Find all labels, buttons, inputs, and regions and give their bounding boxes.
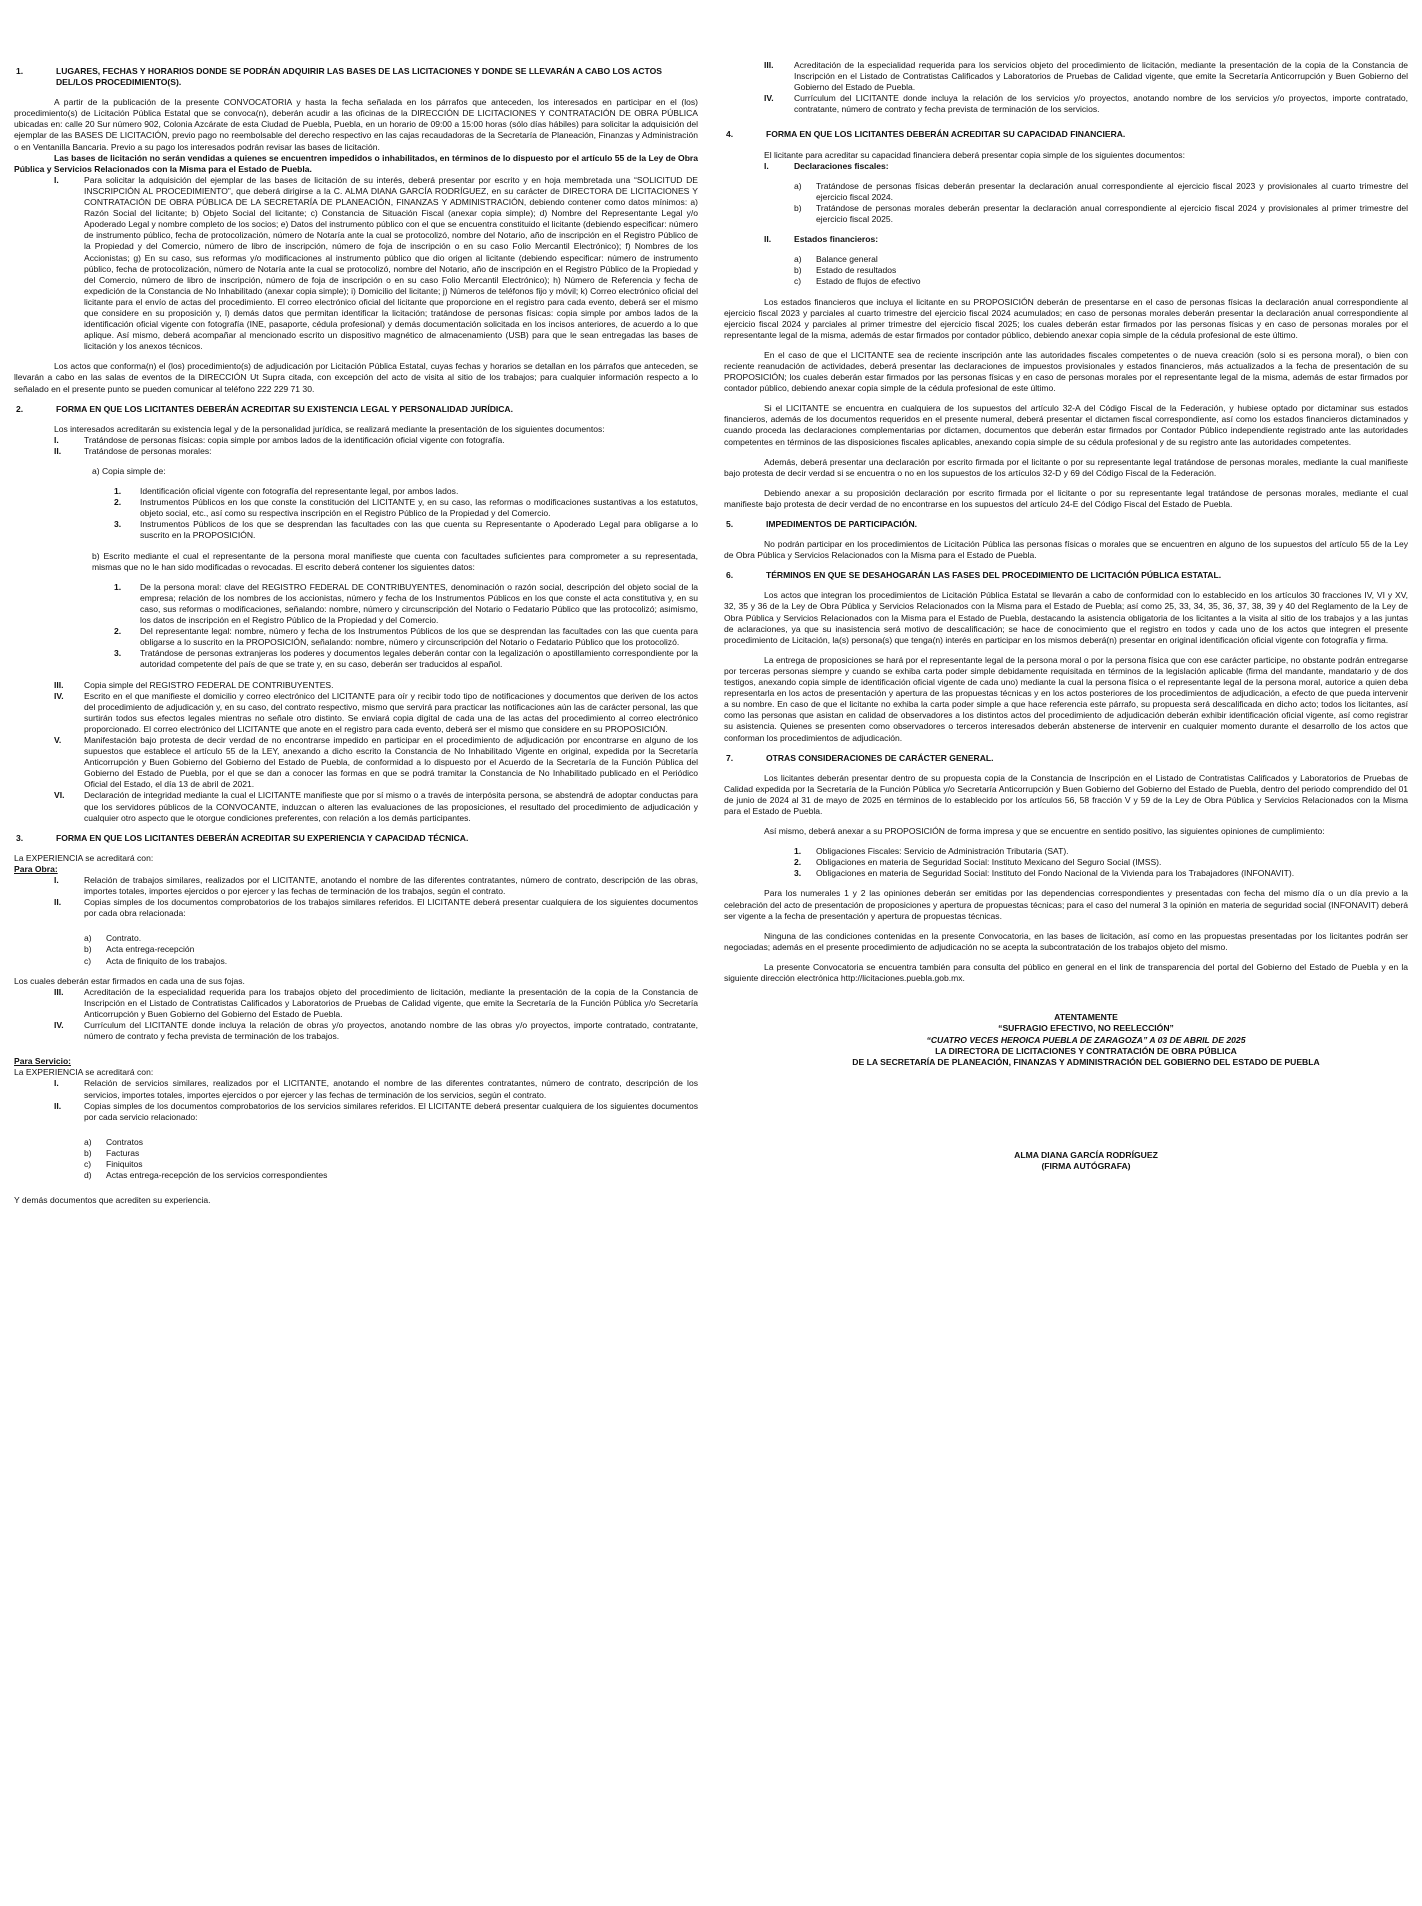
paragraph: Ninguna de las condiciones contenidas en la presente Convocatoria, en las bases de licitación, así como en las propuestas presentadas por los licitantes podrán ser negociadas; además en el presente procedimiento de adjudicación no se acepta la subcontratación de los trabajos objeto del mismo. (724, 930, 1408, 952)
paragraph: La EXPERIENCIA se acreditará con: (14, 852, 154, 863)
section-1-heading (14, 66, 698, 88)
list-item (84, 944, 698, 955)
item-text: Estado de flujos de efectivo (816, 276, 921, 287)
paragraph: La presente Convocatoria se encuentra también para consulta del público en general en el link de transparencia del portal del Gobierno del Estado de Puebla y en la siguiente dirección electrónica http://licitaciones.puebla.gob.mx. (724, 961, 1408, 983)
item-letter: a) (794, 254, 802, 265)
item-number: IV. (54, 690, 64, 701)
item-text: Estado de resultados (816, 265, 897, 276)
item-text: Relación de servicios similares, realizados por el LICITANTE, anotando el nombre de las diferentes contratantes, número de contrato, descripción de los servicios, importes totales, importes ejercidos o por ejercer y las fechas de terminación de los servicios, según el contrato. (84, 1078, 698, 1100)
item-text: Finiquitos (106, 1158, 143, 1169)
list-item (114, 519, 698, 541)
item-text: Escrito en el que manifieste el domicilio y correo electrónico del LICITANTE para oír y recibir todo tipo de notificaciones y documentos que deriven de los actos del procedimiento de adjudicación y, en su caso, del contrato respectivo, mismo que servirá para practicar las notificaciones aún las de carácter personal, las que surtirán todos sus efectos legales mientras no señale otro distinto. Se enviará copia digital de cada una de las actas del procedimiento al correo electrónico proporcionado. El correo electrónico del LICITANTE que anote en el registro para cada evento, deberá ser el mismo que considere en su PROPOSICIÓN. (84, 690, 698, 734)
item-number: 1. (114, 581, 122, 592)
list-item (114, 486, 698, 497)
section-title: FORMA EN QUE LOS LICITANTES DEBERÁN ACREDITAR SU CAPACIDAD FINANCIERA. (766, 129, 1126, 140)
item-text: Para solicitar la adquisición del ejemplar de las bases de licitación de su interés, deberá presentar por escrito y en hoja membretada una “SOLICITUD DE INSCRIPCIÓN AL PROCEDIMIENTO”, que deberá dirigirse a la C. ALMA DIANA GARCÍA RODRÍGUEZ, en su carácter de DIRECTORA DE LICITACIONES Y CONTRATACIÓN DE OBRA PÚBLICA DE LA SECRETARÍA DE PLANEACIÓN, FINANZAS Y ADMINISTRACIÓN, debiendo contener como datos mínimos: a) Razón Social del licitante; b) Objeto Social del licitante; c) Constancia de Situación Fiscal (anexar copia simple); d) Nombre del Representante Legal y/o Apoderado Legal y nombre completo de los socios; e) Datos del instrumento público con el que se encuentra constituido el licitante (debiendo especificar: número de instrumento público, fecha de protocolización, número de Notaría ante la cual se protocolizó, nombre del Notario, año de inscripción en el Registro Público de la Propiedad y del Comercio, número de libro de inscripción, número de foja de inscripción o en su caso Folio Mercantil Electrónico); f) Nombres de los Accionistas; g) En su caso, sus reformas y/o modificaciones al instrumento público que dio origen al licitante (debiendo especificar: número de instrumento público, fecha de protocolización, número de Notaría ante la cual se protocolizó, nombre del Notario, año de inscripción en el Registro Público de la Propiedad y del Comercio, número de libro de inscripción, número de foja de inscripción o en su caso Folio Mercantil Electrónico); h) Número de Referencia y fecha de expedición de la Constancia de No Inhabilitado (anexar copia simple); i) Domicilio del licitante; j) Números de teléfonos fijo y móvil; k) Correo electrónico oficial del licitante para el envío de actas del procedimiento. El correo electrónico oficial del licitante que proporcione en el registro para cada evento, deberá ser el mismo que considere en su proposición y, l) demás datos que permitan identificar la licitación; tratándose de personas físicas: copia simple por ambos lados de la identificación oficial vigente con fotografía (INE, pasaporte, cédula profesional) y demás documentación solicitada en los incisos anteriores, de acuerdo a lo que aplique. Así mismo, deberá acompañar al mencionado escrito un dispositivo magnético de almacenamiento (USB) para que le sean entregadas las bases de licitación y los anexos técnicos. (84, 174, 698, 352)
item-letter: d) (84, 1170, 92, 1181)
list-item (54, 790, 698, 823)
section-7-heading (724, 753, 1408, 764)
list-item (764, 234, 1408, 245)
paragraph: A partir de la publicación de la presente CONVOCATORIA y hasta la fecha señalada en los párrafos que anteceden, los interesados en participar en el (los) procedimiento(s) de Licitación Pública Estatal que se convoca(n), deberán acudir a las oficinas de la DIRECCIÓN DE LICITACIONES Y CONTRATACIÓN DE OBRA PÚBLICA ubicadas en: calle 20 Sur número 902, Colonia Azcárate de esta Ciudad de Puebla, Puebla, en un horario de 09:00 a 15:00 horas (sólo días hábiles) para solicitar la adquisición del ejemplar de las BASES DE LICITACIÓN, previo pago no reembolsable del derecho respectivo en las cajas recaudadoras de la Secretaría de Planeación, Finanzas y Administración o en Ventanilla Bancaria. Previo a su pago los interesados podrán revisar las bases de licitación. (14, 97, 698, 152)
item-text: Copia simple del REGISTRO FEDERAL DE CONTRIBUYENTES. (84, 679, 334, 690)
item-letter: b) (794, 202, 802, 213)
sub-heading-servicio: Para Servicio: (14, 1056, 72, 1067)
item-letter: b) (84, 1147, 92, 1158)
item-text: Del representante legal: nombre, número y fecha de los Instrumentos Públicos de los que se desprendan las facultades con las que cuenta para obligarse a lo suscrito en la PROPOSICIÓN, señalando: nombre, número y circunscripción del Notario o Fedatario Público que los protocolizó. (140, 626, 698, 648)
paragraph: Y demás documentos que acrediten su experiencia. (14, 1195, 211, 1206)
item-text: Acta entrega-recepción (106, 944, 195, 955)
item-text: Tratándose de personas morales deberán presentar la declaración anual correspondiente al ejercicio fiscal 2024 y provisionales al primer trimestre del ejercicio fiscal 2025. (816, 202, 1408, 225)
paragraph: Debiendo anexar a su proposición declaración por escrito firmada por el licitante o por su representante legal tratándose de personas morales, mediante el cual manifieste bajo protesta de decir verdad de no encontrarse en los supuestos del artículo 24-E del Código Fiscal del Estado de Puebla. (724, 487, 1408, 509)
item-text: Instrumentos Públicos de los que se desprendan las facultades con las que cuenta su Representante o Apoderado Legal para obligarse a lo suscrito en la PROPOSICIÓN. (140, 519, 698, 541)
list-item (84, 933, 698, 944)
item-letter: a) (84, 933, 92, 944)
item-number: I. (54, 875, 59, 885)
item-letter: b) (794, 265, 802, 276)
item-text: Currículum del LICITANTE donde incluya la relación de obras y/o proyectos, anotando nombre de las obras y/o proyectos, importe contratado, contratante, número de contrato y fecha prevista de terminación de los trabajos. (84, 1020, 698, 1042)
signature-line: “CUATRO VECES HEROICA PUEBLA DE ZARAGOZA” A 03 DE ABRIL DE 2025 (926, 1034, 1246, 1045)
signer-name: ALMA DIANA GARCÍA RODRÍGUEZ (1014, 1150, 1158, 1161)
paragraph: Los interesados acreditarán su existencia legal y de la personalidad jurídica, se realizará mediante la presentación de los siguientes documentos: (54, 423, 605, 434)
item-text: Tratándose de personas extranjeras los poderes y documentos legales deberán contar con la legalización o apostillamiento correspondiente por la autoridad competente del país de que se trate y, en su caso, deberán ser traducidos al español. (140, 648, 698, 670)
list-item (54, 1078, 698, 1100)
section-3-heading (14, 833, 698, 844)
section-number: 5. (726, 519, 734, 529)
list-item (84, 956, 698, 967)
signature-line: DE LA SECRETARÍA DE PLANEACIÓN, FINANZAS Y ADMINISTRACIÓN DEL GOBIERNO DEL ESTADO DE PUEBLA (852, 1056, 1320, 1067)
list-item (764, 93, 1408, 115)
list-item (54, 1101, 698, 1123)
list-item (794, 868, 1408, 879)
section-number: 7. (726, 752, 734, 763)
item-number: VI. (54, 790, 65, 801)
item-letter: a) (84, 1136, 92, 1147)
item-number: 2. (794, 857, 802, 868)
item-text: Obligaciones Fiscales: Servicio de Administración Tributaria (SAT). (816, 846, 1069, 857)
item-number: 3. (114, 648, 122, 659)
list-item (54, 446, 698, 457)
item-number: IV. (54, 1020, 64, 1031)
item-text: Actas entrega-recepción de los servicios correspondientes (106, 1170, 328, 1181)
item-letter: a) (794, 180, 802, 191)
list-item (794, 276, 1408, 287)
list-item (114, 648, 698, 670)
item-letter: c) (84, 1158, 92, 1169)
item-number: I. (54, 434, 59, 445)
item-text: Currículum del LICITANTE donde incluya la relación de los servicios y/o proyectos, anotando nombre de los servicios y/o proyectos, importe contratado, contratante, número de contrato y fecha prevista de terminación de los servicios. (794, 93, 1408, 115)
item-text: Obligaciones en materia de Seguridad Social: Instituto del Fondo Nacional de la Vivienda para los Trabajadores (INFONAVIT). (816, 868, 1295, 879)
list-item (794, 254, 1408, 265)
item-text: Identificación oficial vigente con fotografía del representante legal, por ambos lados. (140, 486, 459, 497)
section-6-heading (724, 570, 1408, 581)
item-number: II. (54, 897, 62, 908)
signature-line: “SUFRAGIO EFECTIVO, NO REELECCIÓN” (998, 1023, 1174, 1034)
section-5-heading (724, 519, 1408, 530)
section-4-heading (724, 129, 1408, 140)
item-text: Obligaciones en materia de Seguridad Social: Instituto Mexicano del Seguro Social (IMSS). (816, 857, 1162, 868)
list-item (54, 1020, 698, 1042)
paragraph-bold: Las bases de licitación no serán vendidas a quienes se encuentren impedidos o inhabilitados, en términos de lo dispuesto por el artículo 55 de la Ley de Obra Pública y Servicios Relacionados con la Misma para el Estado de Puebla. (14, 152, 698, 174)
signature-note: (FIRMA AUTÓGRAFA) (1041, 1161, 1131, 1172)
list-item (794, 857, 1408, 868)
section-number: 4. (726, 129, 734, 140)
paragraph: Los actos que conforma(n) el (los) procedimiento(s) de adjudicación por Licitación Pública Estatal, cuyas fechas y horarios se detallan en los párrafos que anteceden, se llevarán a cabo en las salas de eventos de la DIRECCIÓN Ut Supra citada, con excepción del acto de visita al sitio de los trabajos; para cualquier información respecto a lo señalado en el presente punto se pueden comunicar al teléfono 222 229 71 30. (14, 361, 698, 394)
paragraph: Los estados financieros que incluya el licitante en su PROPOSICIÓN deberán de presentarse en el caso de personas físicas la declaración anual correspondiente al ejercicio fiscal 2023 y parciales al cuarto trimestre del ejercicio fiscal 2024 acumulados; en caso de personas morales deberán presentar la declaración anual correspondiente al ejercicio fiscal 2024 y parciales al primer trimestre del ejercicio fiscal 2025; los cuales deberán estar firmados por las personas físicas y en caso de personas morales por el representante legal de la misma, además de estar firmados por contador público, debiendo anexar copia simple de la cédula profesional de este último. (724, 296, 1408, 340)
item-number: I. (54, 174, 59, 185)
section-number: 3. (16, 832, 24, 843)
item-number: 2. (114, 497, 122, 508)
item-number: II. (764, 234, 772, 245)
paragraph: El licitante para acreditar su capacidad financiera deberá presentar copia simple de los siguientes documentos: (764, 149, 1185, 160)
item-number: I. (54, 1078, 59, 1089)
list-item (84, 1137, 698, 1148)
paragraph: Si el LICITANTE se encuentra en cualquiera de los supuestos del artículo 32-A del Código Fiscal de la Federación, y hubiese optado por dictaminar sus estados financieros, además de los documentos requeridos en el presente numeral, deberá presentar el dictamen fiscal correspondiente, así como los estados financieros dictaminados y cuando proceda las declaraciones complementarias por dictamen, documentos que deberán estar firmados por Contador Público independiente registrado ante las autoridades competentes en términos de las disposiciones fiscales aplicables, anexando copia simple de su cédula profesional y de su registro ante las autoridades competentes. (724, 403, 1408, 447)
signature-block (764, 1012, 1408, 1172)
paragraph: No podrán participar en los procedimientos de Licitación Pública las personas físicas o morales que se encuentren en alguno de los supuestos del artículo 55 de la Ley de Obra Pública y Servicios Relacionados con la Misma para el Estado de Puebla. (724, 539, 1408, 561)
item-number: 3. (794, 868, 802, 879)
paragraph: Para los numerales 1 y 2 las opiniones deberán ser emitidas por las dependencias correspondientes y presentadas con fecha del mismo día o un día previo a la celebración del acto de presentación de proposiciones y apertura de propuestas técnicas; para el caso del numeral 3 la opinión en materia de seguridad social (INFONAVIT) deberá ser vigente a la fecha de presentación y apertura de propuestas técnicas. (724, 888, 1408, 921)
paragraph: En el caso de que el LICITANTE sea de reciente inscripción ante las autoridades fiscales competentes o de nueva creación (solo si es persona moral), o bien con reciente reanudación de actividades, deberá presentar las declaraciones de impuestos provisionales y estados financieros, más actualizados a la fecha de presentación de su PROPOSICIÓN; los cuales deberán estar firmados por las personas físicas y en caso de personas morales por el representante legal de la misma, además de estar firmados por contador público, debiendo anexar copia simple de la cédula profesional de este último. (724, 349, 1408, 394)
item-text: Copias simples de los documentos comprobatorios de los trabajos similares referidos. El LICITANTE deberá presentar cualquiera de los siguientes documentos por cada obra relacionada: (84, 897, 698, 919)
item-number: 1. (794, 846, 802, 857)
item-letter: c) (84, 955, 92, 966)
list-item (114, 582, 698, 626)
section-number: 6. (726, 570, 734, 581)
section-title: OTRAS CONSIDERACIONES DE CARÁCTER GENERAL. (766, 752, 994, 763)
paragraph: La entrega de proposiciones se hará por el representante legal de la persona moral o por la persona física que con ese carácter participe, no obstante podrán entregarse por terceras personas siempre y cuando se exhiba carta poder simple debidamente requisitada en términos de la legislación aplicable (firma del mandante, mandatario y de dos testigos, anexando copia simple de identificación oficial vigente de cada uno) mediante la cual la persona física o el representante legal de la persona moral, autorice a quien deba representarla en los actos de presentación y apertura de las propuestas técnicas y en los actos posteriores de los procedimientos de adjudicación, a efecto de que pueda intervenir a su nombre. En caso de que el licitante no exhiba la carta poder simple a que hace referencia este párrafo, su propuesta será descalificada en dicho acto; todos los licitantes, así como las personas que asistan en calidad de observadores a los distintos actos del procedimiento de adjudicación deberán exhibir identificación oficial vigente, así como registrar su asistencia. Quienes se presenten como observadores o terceros interesados deberán abstenerse de intervenir en cualquier momento durante el desarrollo de los actos que conforman los procedimientos de adjudicación. (724, 654, 1408, 743)
item-text: Balance general (816, 254, 878, 265)
list-item (54, 987, 698, 1020)
list-item (54, 735, 698, 790)
list-item (84, 1170, 698, 1181)
item-number: IV. (764, 93, 774, 104)
item-number: V. (54, 734, 62, 745)
signature-line: LA DIRECTORA DE LICITACIONES Y CONTRATACIÓN DE OBRA PÚBLICA (935, 1045, 1237, 1056)
list-item (794, 203, 1408, 225)
item-text: Instrumentos Públicos en los que conste la constitución del LICITANTE y, en su caso, las reformas o modificaciones sustantivas a los estatutos, objeto social, etc., así como su respectiva inscripción en el Registro Público de la Propiedad y del Comercio. (140, 497, 698, 519)
list-item (54, 691, 698, 735)
item-heading: Declaraciones fiscales: (794, 160, 889, 171)
list-item (84, 1148, 698, 1159)
list-item (764, 161, 1408, 172)
list-item (794, 181, 1408, 203)
list-item (794, 265, 1408, 276)
item-text: Acta de finiquito de los trabajos. (106, 955, 228, 966)
item-number: III. (764, 60, 774, 70)
section-2-heading (14, 404, 698, 415)
item-number: 2. (114, 626, 122, 637)
section-title: LUGARES, FECHAS Y HORARIOS DONDE SE PODRÁN ADQUIRIR LAS BASES DE LAS LICITACIONES Y DONDE SE LLEVARÁN A CABO LOS ACTOS DEL/LOS PROCEDIMIENTO(S). (56, 66, 662, 88)
item-text: Acreditación de la especialidad requerida para los servicios objeto del procedimiento de licitación, mediante la presentación de la copia de la Constancia de Inscripción en el Listado de Contratistas Calificados y Laboratorios de Pruebas de Calidad vigente, que emite la Secretaría Anticorrupción y Buen Gobierno del Gobierno del Estado de Puebla. (794, 60, 1408, 93)
list-item (54, 435, 698, 446)
item-letter: b) (84, 944, 92, 955)
item-text: Relación de trabajos similares, realizados por el LICITANTE, anotando el nombre de las diferentes contratantes, número de contrato, descripción de las obras, importes totales, importes ejercidos o por ejercer y las fechas de terminación de los trabajos, según el contrato. (84, 875, 698, 897)
list-item (114, 626, 698, 648)
list-item (54, 680, 698, 691)
item-text: Copias simples de los documentos comprobatorios de los servicios similares referidos. El LICITANTE deberá presentar cualquiera de los siguientes documentos por cada servicio relacionado: (84, 1100, 698, 1122)
section-title: FORMA EN QUE LOS LICITANTES DEBERÁN ACREDITAR SU EXPERIENCIA Y CAPACIDAD TÉCNICA. (56, 832, 469, 843)
item-text: Tratándose de personas físicas deberán presentar la declaración anual correspondiente al ejercicio fiscal 2023 y provisionales al cuarto trimestre del ejercicio fiscal 2024. (816, 180, 1408, 202)
item-number: II. (54, 445, 62, 456)
list-item (764, 60, 1408, 93)
item-text: Declaración de integridad mediante la cual el LICITANTE manifieste que por sí mismo o a través de interpósita persona, se abstendrá de adoptar conductas para que los servidores públicos de la CONVOCANTE, induzcan o alteren las evaluaciones de las proposiciones, el resultado del procedimiento de adjudicación y cualquier otro aspecto que le otorgue condiciones preferentes, con relación a los demás participantes. (84, 790, 698, 823)
list-item (54, 875, 698, 897)
item-heading: Estados financieros: (794, 234, 879, 245)
list-item (84, 1159, 698, 1170)
item-text: Manifestación bajo protesta de decir verdad de no encontrarse impedido en participar en el procedimiento de adjudicación por encontrarse en alguno de los supuestos que establece el artículo 55 de la LEY, anexando a dicho escrito la Constancia de No Inhabilitado Vigente en original, expedida por la Secretaría Anticorrupción y Buen Gobierno del Gobierno del Estado de Puebla, de conformidad a lo dispuesto por el Acuerdo de la Secretaría de la Función Pública del Gobierno del Estado de Puebla, por el que se dan a conocer las formas en que se podrá tramitar la Constancia de No Inhabilitado publicado en el Periódico Oficial del Estado, el día 13 de abril de 2021. (84, 734, 698, 790)
item-number: 3. (114, 519, 122, 530)
item-text: Contratos (106, 1136, 144, 1147)
paragraph: Los actos que integran los procedimientos de Licitación Pública Estatal se llevarán a cabo de conformidad con lo establecido en los artículos 30 fracciones IV, VI y XV, 32, 35 y 36 de la Ley de Obra Pública y Servicios Relacionados con la Misma para el Estado de Puebla; así como 25, 33, 34, 35, 36, 37, 38, 39 y 40 del Reglamento de la Ley de Obra Pública y Servicios Relacionados con la Misma para el Estado de Puebla, destacando la asistencia obligatoria de los licitantes a la visita al sitio de los trabajos y a las juntas de aclaraciones, ya que su inasistencia será motivo de descalificación; se hace de conocimiento que el registro en todos y cada uno de los actos que integren el presente procedimiento de Licitación, la(s) persona(s) que tenga(n) interés en participar en los mismos deberá(n) presentar en original identificación oficial vigente con fotografía y firma. (724, 590, 1408, 645)
paragraph: La EXPERIENCIA se acreditará con: (14, 1067, 154, 1078)
left-column (14, 66, 698, 1906)
item-text: De la persona moral: clave del REGISTRO FEDERAL DE CONTRIBUYENTES, denominación o razón social, descripción del objeto social de la empresa; relación de los nombres de los accionistas, número y fecha de los Instrumentos Públicos en los que conste el acta constitutiva y, en su caso, sus reformas o modificaciones, señalando: nombre, número y circunscripción del Notario o Fedatario Público que las protocolizó; asimismo, los datos de inscripción en el Registro Público de la Propiedad y del Comercio. (140, 581, 698, 626)
item-text: Tratándose de personas físicas: copia simple por ambos lados de la identificación oficial vigente con fotografía. (84, 434, 505, 445)
item-number: II. (54, 1100, 62, 1111)
list-item (794, 846, 1408, 857)
section-number: 1. (16, 66, 24, 76)
item-letter: c) (794, 276, 802, 287)
section-title: FORMA EN QUE LOS LICITANTES DEBERÁN ACREDITAR SU EXISTENCIA LEGAL Y PERSONALIDAD JURÍDICA. (56, 403, 513, 414)
sub-heading: b) Escrito mediante el cual el representante de la persona moral manifieste que cuenta con facultades suficientes para comprometer a su representada, mismas que no le han sido modificadas o revocadas. El escrito deberá contener los siguientes datos: (92, 550, 698, 572)
item-number: III. (54, 679, 64, 690)
signature-line: ATENTAMENTE (1054, 1012, 1118, 1023)
list-item (54, 897, 698, 919)
section-number: 2. (16, 403, 24, 414)
list-item (114, 497, 698, 519)
sub-heading-obra: Para Obra: (14, 863, 58, 874)
item-number: I. (764, 160, 769, 171)
paragraph: Así mismo, deberá anexar a su PROPOSICIÓN de forma impresa y que se encuentre en sentido positivo, las siguientes opiniones de cumplimiento: (764, 826, 1325, 837)
item-text: Tratándose de personas morales: (84, 445, 212, 456)
item-text: Contrato. (106, 933, 142, 944)
right-column (724, 60, 1408, 1906)
section-title: IMPEDIMENTOS DE PARTICIPACIÓN. (766, 519, 918, 529)
sub-heading: a) Copia simple de: (92, 466, 166, 476)
item-text: Facturas (106, 1147, 140, 1158)
section-title: TÉRMINOS EN QUE SE DESAHOGARÁN LAS FASES DEL PROCEDIMIENTO DE LICITACIÓN PÚBLICA ESTATAL. (766, 570, 1222, 581)
list-item (54, 175, 698, 353)
item-number: 1. (114, 486, 122, 497)
paragraph: Además, deberá presentar una declaración por escrito firmada por el licitante o por su representante legal tratándose de personas morales, mediante la cual manifieste bajo protesta de decir verdad si se encuentra o no en los supuestos de los artículos 32-D y 69 del Código Fiscal de la Federación. (724, 456, 1408, 478)
paragraph: Los licitantes deberán presentar dentro de su propuesta copia de la Constancia de Inscripción en el Listado de Contratistas Calificados y Laboratorios de Pruebas de Calidad expedida por la Secretaría de la Función Pública y/o Secretaría Anticorrupción y Buen Gobierno del Gobierno del Estado de Puebla, dentro del periodo comprendido del 01 de junio de 2024 al 31 de mayo de 2025 en términos de lo establecido por los artículos 56, 58 fracción V y 59 de la Ley de Obra Pública y Servicios Relacionados con la Misma para el Estado de Puebla. (724, 772, 1408, 816)
item-text: Acreditación de la especialidad requerida para los trabajos objeto del procedimiento de licitación, mediante la presentación de la copia de la Constancia de Inscripción en el Listado de Contratistas Calificados y Laboratorios de Pruebas de Calidad vigente, que emite la Secretaría de la Función Pública y/o Secretaría Anticorrupción y Buen Gobierno del Gobierno del Estado de Puebla. (84, 986, 698, 1019)
item-number: III. (54, 986, 64, 997)
paragraph: Los cuales deberán estar firmados en cada una de sus fojas. (14, 975, 245, 986)
